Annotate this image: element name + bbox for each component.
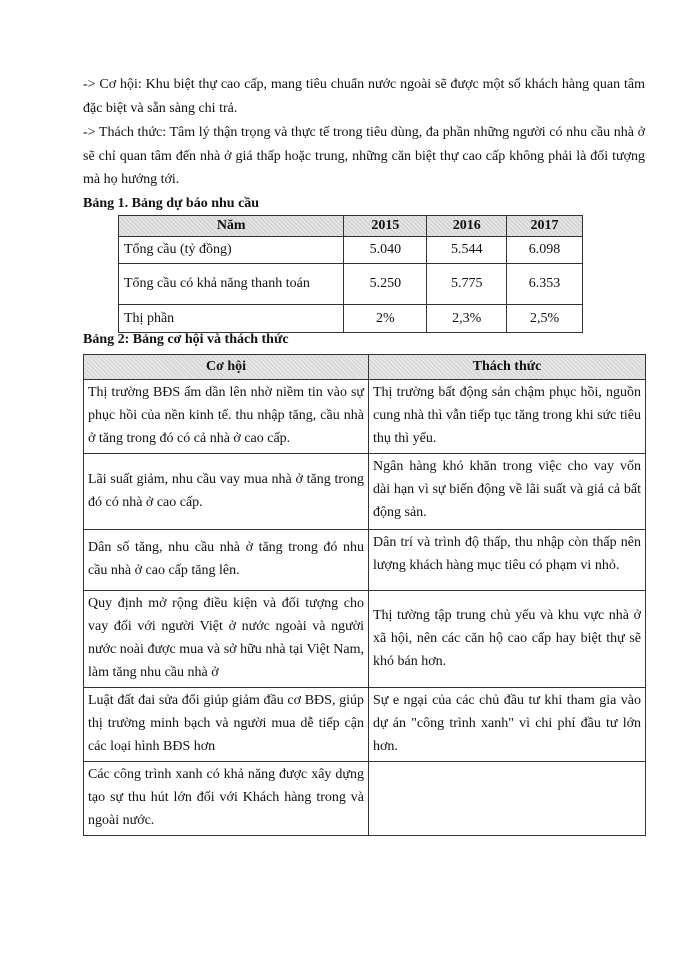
challenge-cell: Dân trí và trình độ thấp, thu nhập còn thấp nên lượng khách hàng mục tiêu có phạm vi nhỏ.: [369, 530, 646, 591]
cell-value: 5.250: [344, 264, 427, 305]
header-year: Năm: [119, 216, 344, 237]
challenge-cell: Ngân hàng khó khăn trong việc cho vay vốn dài hạn vì sự biến động về lãi suất và giá cả bất động sản.: [369, 454, 646, 530]
opportunity-cell: Các công trình xanh có khả năng được xây dựng tạo sự thu hút lớn đối với Khách hàng trong và ngoài nước.: [84, 762, 369, 836]
table-row: [84, 591, 646, 688]
challenge-cell: Sự e ngại của các chủ đầu tư khi tham gia vào dự án "công trình xanh" vì chi phí đầu tư lớn hơn.: [369, 688, 646, 762]
header-opportunity: Cơ hội: [84, 355, 369, 380]
table-row: [119, 237, 583, 264]
row-label: Thị phần: [119, 305, 344, 333]
opportunity-paragraph: -> Cơ hội: Khu biệt thự cao cấp, mang tiêu chuẩn nước ngoài sẽ được một số khách hàng quan tâm đặc biệt và sẵn sàng chi trả.: [83, 77, 645, 116]
challenge-cell: Thị trường bất động sản chậm phục hồi, nguồn cung nhà thì vẫn tiếp tục tăng trong khi sức tiêu thụ thì yếu.: [369, 380, 646, 454]
header-2015: 2015: [344, 216, 427, 237]
challenge-paragraph: -> Thách thức: Tâm lý thận trọng và thực tế trong tiêu dùng, đa phần những người có nhu cầu nhà ở sẽ chỉ quan tâm đến nhà ở giá thấp hoặc trung, những căn biệt thự cao cấp không phải là đối tượng mà họ hướng tới.: [83, 125, 645, 187]
cell-value: 6.353: [507, 264, 583, 305]
table-row: [84, 380, 646, 454]
header-2016: 2016: [427, 216, 507, 237]
table-row: [119, 305, 583, 333]
opportunity-cell: Quy định mở rộng điều kiện và đối tượng cho vay đối với người Việt ở nước ngoài và người nước noài được mua và sở hữu nhà tại Việt Nam, làm tăng nhu cầu nhà ở: [84, 591, 369, 688]
cell-value: 5.775: [427, 264, 507, 305]
challenge-cell: Thị tường tập trung chủ yếu và khu vực nhà ở xã hội, nên các căn hộ cao cấp hay biệt thự sẽ khó bán hơn.: [369, 591, 646, 688]
cell-value: 2,3%: [427, 305, 507, 333]
opportunity-cell: Thị trường BĐS ấm dần lên nhờ niềm tin vào sự phục hồi của nền kinh tế. thu nhập tăng, cầu nhà ở tăng trong đó có cả nhà ở cao cấp.: [84, 380, 369, 454]
opportunity-cell: Dân số tăng, nhu cầu nhà ở tăng trong đó nhu cầu nhà ở cao cấp tăng lên.: [84, 530, 369, 591]
table-header-row: [119, 216, 583, 237]
table-row: [84, 454, 646, 530]
table-row: [84, 762, 646, 836]
table-row: [119, 264, 583, 305]
table2-caption: Bảng 2: Bảng cơ hội và thách thức: [83, 332, 289, 347]
opportunity-cell: Lãi suất giảm, nhu cầu vay mua nhà ở tăng trong đó có nhà ở cao cấp.: [84, 454, 369, 530]
table-row: [84, 688, 646, 762]
row-label: Tổng cầu (tỷ đồng): [119, 237, 344, 264]
cell-value: 2,5%: [507, 305, 583, 333]
cell-value: 6.098: [507, 237, 583, 264]
cell-value: 2%: [344, 305, 427, 333]
cell-value: 5.040: [344, 237, 427, 264]
row-label: Tổng cầu có khả năng thanh toán: [119, 264, 344, 305]
opportunity-cell: Luật đất đai sửa đổi giúp giảm đầu cơ BĐS, giúp thị trường minh bạch và người mua dễ tiếp cận các loại hình BĐS hơn: [84, 688, 369, 762]
opportunity-challenge-table: [83, 354, 646, 836]
table-header-row: [84, 355, 646, 380]
cell-value: 5.544: [427, 237, 507, 264]
header-2017: 2017: [507, 216, 583, 237]
header-challenge: Thách thức: [369, 355, 646, 380]
table-row: [84, 530, 646, 591]
challenge-cell: [369, 762, 646, 836]
demand-forecast-table: [118, 215, 583, 333]
table1-caption: Bảng 1. Bảng dự báo nhu cầu: [83, 196, 260, 211]
